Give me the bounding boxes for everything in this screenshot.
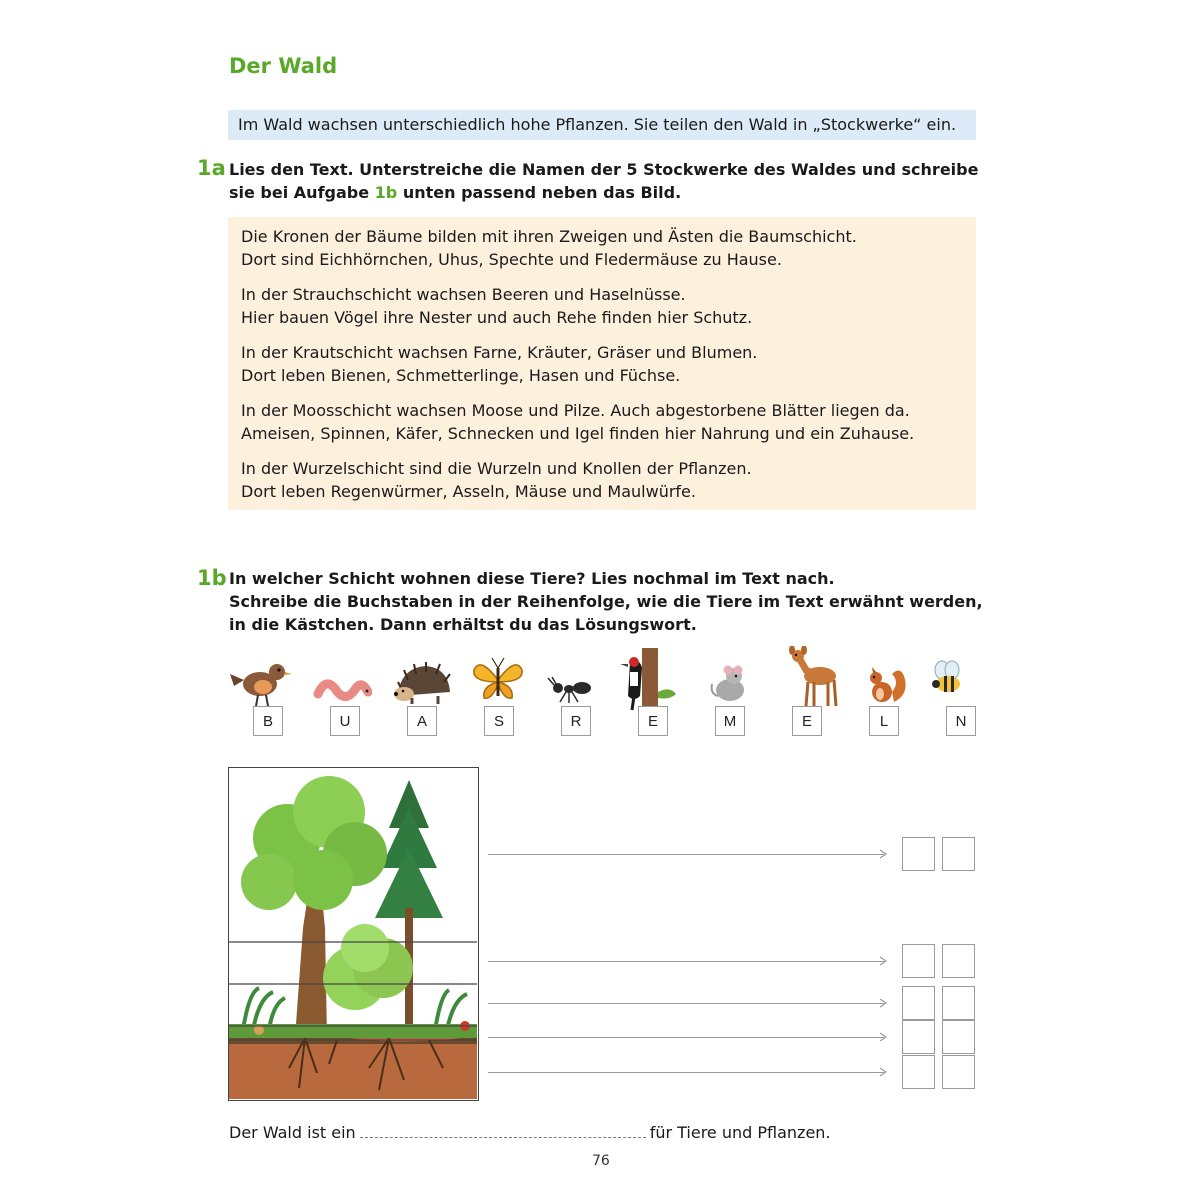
bee-icon (928, 660, 968, 698)
answer-line-strauch (488, 961, 884, 962)
paragraph-strauchschicht: In der Strauchschicht wachsen Beeren und Haselnüsse. Hier bauen Vögel ihre Nester und auch Rehe finden hier Schutz. (241, 285, 753, 327)
answer-box[interactable] (942, 1020, 975, 1054)
answer-line-wurzel (488, 1072, 884, 1073)
page-number: 76 (592, 1153, 610, 1169)
letter-box: R (561, 706, 591, 736)
answer-box[interactable] (942, 837, 975, 871)
letter-box: L (869, 706, 899, 736)
answer-box[interactable] (942, 986, 975, 1020)
letter-box: S (484, 706, 514, 736)
answer-box[interactable] (902, 1055, 935, 1089)
task-1a-line-2: sie bei Aufgabe 1b unten passend neben das Bild. (229, 183, 682, 202)
letter-box: U (330, 706, 360, 736)
letter-box: E (638, 706, 668, 736)
task-1b-line-1: In welcher Schicht wohnen diese Tiere? Lies nochmal im Text nach. (229, 569, 835, 588)
final-sentence: Der Wald ist ein für Tiere und Pflanzen. (229, 1123, 831, 1142)
hedgehog-icon (392, 660, 456, 706)
answer-box[interactable] (942, 1055, 975, 1089)
paragraph-krautschicht: In der Krautschicht wachsen Farne, Kräuter, Gräser und Blumen. Dort leben Bienen, Schmetterlinge, Hasen und Füchse. (241, 343, 758, 385)
bird-icon (228, 652, 292, 708)
task-1b-line-3: in die Kästchen. Dann erhältst du das Lösungswort. (229, 615, 697, 634)
task-number-1b: 1b (197, 566, 227, 590)
answer-box[interactable] (902, 944, 935, 978)
answer-box[interactable] (902, 986, 935, 1020)
butterfly-icon (470, 656, 526, 704)
letter-box: M (715, 706, 745, 736)
letter-box: E (792, 706, 822, 736)
answer-line-moos (488, 1037, 884, 1038)
task-1b-line-2: Schreibe die Buchstaben in der Reihenfolge, wie die Tiere im Text erwähnt werden, (229, 592, 983, 611)
squirrel-icon (864, 664, 910, 706)
task-reference: 1b (374, 183, 398, 202)
answer-box[interactable] (942, 944, 975, 978)
task-1a-line-1: Lies den Text. Unterstreiche die Namen der 5 Stockwerke des Waldes und schreibe (229, 160, 979, 179)
task-number-1a: 1a (197, 156, 226, 180)
mouse-icon (708, 664, 754, 704)
forest-layers-illustration (228, 767, 479, 1101)
paragraph-moosschicht: In der Moosschicht wachsen Moose und Pilze. Auch abgestorbene Blätter liegen da. Ameisen, Spinnen, Käfer, Schnecken und Igel finden hier Nahrung und ein Zuhause. (241, 401, 915, 443)
solution-word-blank[interactable] (360, 1123, 646, 1138)
intro-banner: Im Wald wachsen unterschiedlich hohe Pflanzen. Sie teilen den Wald in „Stockwerke“ ein. (228, 110, 976, 140)
ant-icon (546, 676, 592, 704)
answer-box[interactable] (902, 1020, 935, 1054)
worm-icon (312, 670, 372, 706)
letter-box: B (253, 706, 283, 736)
arrowheads (876, 848, 888, 1078)
answer-line-kraut (488, 1003, 884, 1004)
deer-icon (784, 646, 844, 708)
page-title: Der Wald (229, 54, 338, 78)
answer-line-baum (488, 854, 884, 855)
letter-box: A (407, 706, 437, 736)
letter-box: N (946, 706, 976, 736)
paragraph-baumschicht: Die Kronen der Bäume bilden mit ihren Zweigen und Ästen die Baumschicht. Dort sind Eichhörnchen, Uhus, Spechte und Fledermäuse zu Hause. (241, 227, 857, 269)
woodpecker-icon (618, 648, 684, 714)
paragraph-wurzelschicht: In der Wurzelschicht sind die Wurzeln und Knollen der Pflanzen. Dort leben Regenwürmer, Asseln, Mäuse und Maulwürfe. (241, 459, 752, 501)
reading-text-box (228, 217, 976, 510)
answer-box[interactable] (902, 837, 935, 871)
